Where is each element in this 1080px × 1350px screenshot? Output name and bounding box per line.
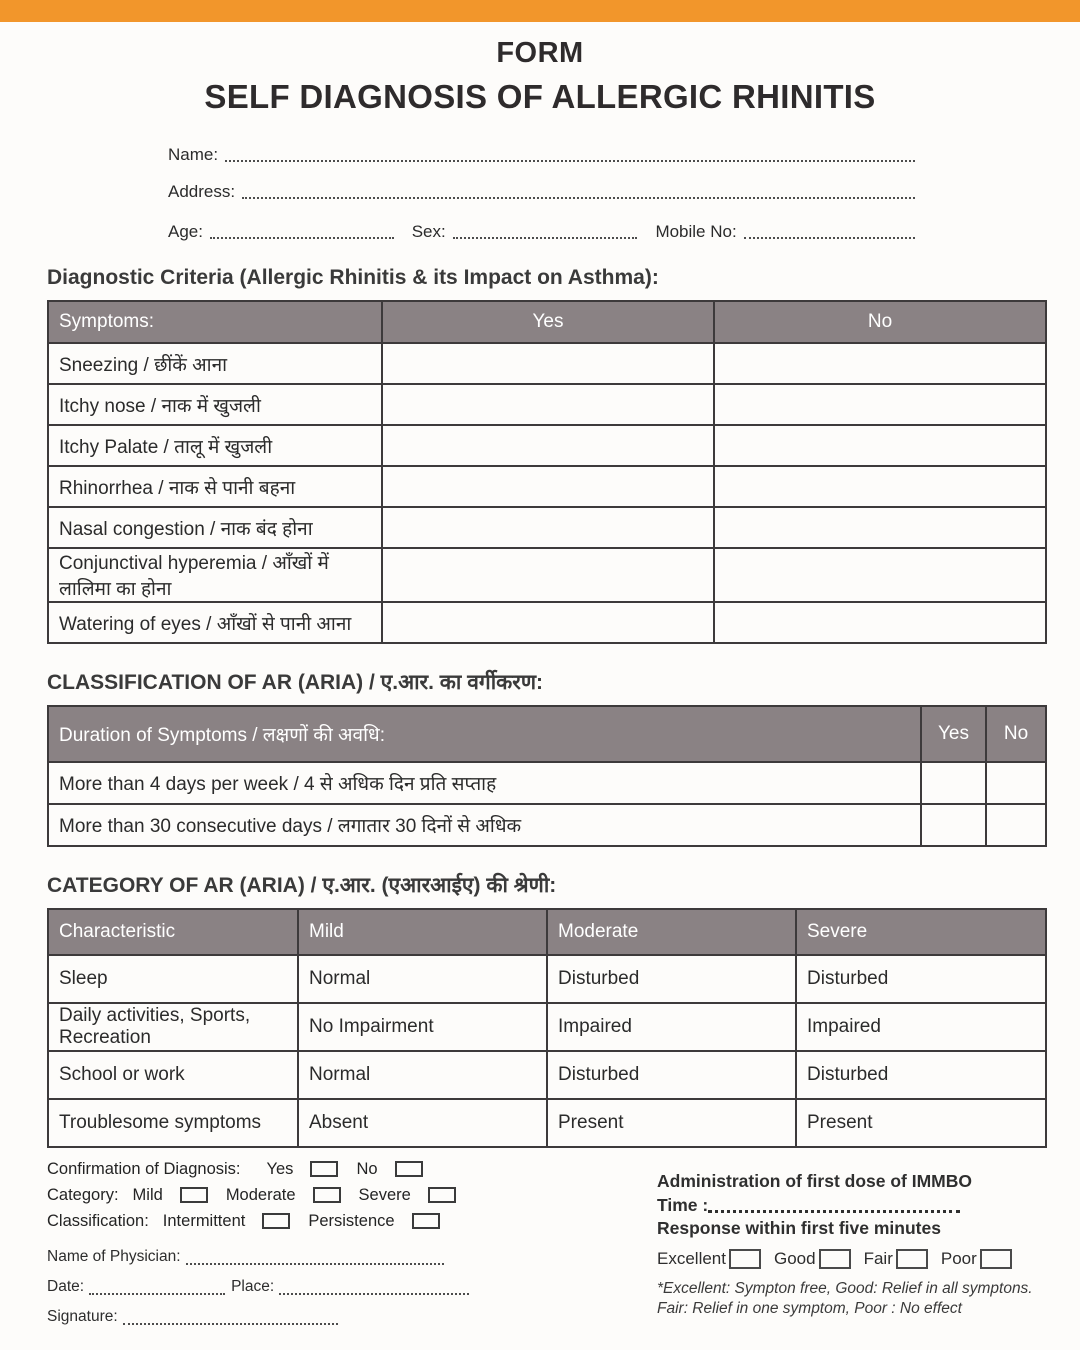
classification-persistence-checkbox[interactable] [412, 1213, 440, 1229]
symptom-label: Watering of eyes / आँखों से पानी आना [48, 602, 382, 643]
duration-row [48, 762, 1046, 804]
symptom-label: Sneezing / छींकें आना [48, 343, 382, 384]
table-header-row [48, 909, 1046, 955]
column-header-characteristic: Characteristic [48, 909, 298, 955]
category-label: Category: [47, 1186, 119, 1205]
no-cell[interactable] [714, 343, 1046, 384]
table-header-row [48, 706, 1046, 762]
symptom-label: Itchy nose / नाक में खुजली [48, 384, 382, 425]
column-header-no: No [986, 706, 1046, 762]
characteristic-cell: School or work [48, 1051, 298, 1099]
classification-line [47, 1212, 622, 1230]
place-input[interactable] [279, 1293, 469, 1295]
yes-cell[interactable] [382, 548, 714, 602]
symptom-row [48, 466, 1046, 507]
confirmation-no-label: No [356, 1160, 378, 1179]
form-title: FORM [496, 37, 584, 69]
symptom-label: Rhinorrhea / नाक से पानी बहना [48, 466, 382, 507]
classification-persistence-label: Persistence [308, 1212, 395, 1231]
top-accent-bar [0, 0, 1080, 22]
column-header-duration: Duration of Symptoms / लक्षणों की अवधि: [48, 706, 921, 762]
column-header-symptoms: Symptoms: [48, 301, 382, 343]
signature-input[interactable] [123, 1323, 338, 1325]
immbo-block [622, 1160, 1045, 1336]
diagnostic-criteria-table [47, 300, 1047, 644]
severe-cell: Disturbed [796, 1051, 1046, 1099]
category-line [47, 1186, 622, 1204]
category-row [48, 955, 1046, 1003]
confirmation-no-checkbox[interactable] [395, 1161, 423, 1177]
severe-cell: Present [796, 1099, 1046, 1147]
confirmation-yes-checkbox[interactable] [310, 1161, 338, 1177]
no-cell[interactable] [714, 507, 1046, 548]
date-label: Date: [47, 1278, 85, 1296]
immbo-administration-heading: Administration of first dose of IMMBO [657, 1171, 972, 1192]
no-cell[interactable] [986, 804, 1046, 846]
symptom-row [48, 425, 1046, 466]
yes-cell[interactable] [382, 507, 714, 548]
symptom-row [48, 548, 1046, 602]
mild-cell: Normal [298, 955, 547, 1003]
rating-good-checkbox[interactable] [819, 1249, 851, 1269]
age-input[interactable] [210, 237, 394, 239]
symptom-row [48, 384, 1046, 425]
response-ratings-row [657, 1249, 1045, 1269]
confirmation-of-diagnosis-label: Confirmation of Diagnosis: [47, 1160, 241, 1179]
sex-label: Sex: [411, 222, 446, 242]
classification-heading: CLASSIFICATION OF AR (ARIA) / ए.आर. का वर्गीकरण: [47, 671, 544, 695]
column-header-no: No [714, 301, 1046, 343]
symptom-row [48, 343, 1046, 384]
category-mild-label: Mild [132, 1186, 163, 1205]
confirmation-yes-label: Yes [266, 1160, 294, 1179]
no-cell[interactable] [714, 602, 1046, 643]
name-label: Name: [168, 145, 219, 165]
category-table [47, 908, 1047, 1148]
classification-intermittent-checkbox[interactable] [262, 1213, 290, 1229]
characteristic-cell: Sleep [48, 955, 298, 1003]
symptom-label: Itchy Palate / तालू में खुजली [48, 425, 382, 466]
sex-input[interactable] [453, 237, 638, 239]
category-severe-label: Severe [358, 1186, 411, 1205]
category-row [48, 1099, 1046, 1147]
column-header-moderate: Moderate [547, 909, 796, 955]
ratings-footnote [657, 1279, 1045, 1319]
duration-label: More than 30 consecutive days / लगातार 30 दिनों से अधिक [48, 804, 921, 846]
rating-fair-checkbox[interactable] [896, 1249, 928, 1269]
yes-cell[interactable] [921, 804, 986, 846]
patient-info-section [168, 144, 915, 243]
duration-row [48, 804, 1046, 846]
column-header-yes: Yes [921, 706, 986, 762]
immbo-time-label: Time : [657, 1194, 709, 1215]
category-row [48, 1003, 1046, 1051]
footnote-line-1: *Excellent: Sympton free, Good: Relief in all symptons. [657, 1279, 1033, 1297]
characteristic-cell: Daily activities, Sports, Recreation [48, 1003, 298, 1051]
symptom-label: Conjunctival hyperemia / आँखों में लालिमा का होना [48, 548, 382, 602]
diagnosis-confirmation-block [47, 1160, 622, 1336]
title-block [0, 22, 1080, 116]
mobile-label: Mobile No: [655, 222, 737, 242]
immbo-time-line [657, 1194, 1045, 1218]
category-heading: CATEGORY OF AR (ARIA) / ए.आर. (एआरआईए) की श्रेणी: [47, 874, 557, 898]
footnote-line-2: Fair: Relief in one symptom, Poor : No effect [657, 1299, 962, 1317]
no-cell[interactable] [714, 466, 1046, 507]
duration-label: More than 4 days per week / 4 से अधिक दिन प्रति सप्ताह [48, 762, 921, 804]
mild-cell: Normal [298, 1051, 547, 1099]
mobile-input[interactable] [744, 237, 915, 239]
confirmation-line [47, 1160, 622, 1178]
severe-cell: Impaired [796, 1003, 1046, 1051]
physician-name-label: Name of Physician: [47, 1248, 181, 1266]
yes-cell[interactable] [382, 384, 714, 425]
mild-cell: No Impairment [298, 1003, 547, 1051]
moderate-cell: Present [547, 1099, 796, 1147]
immbo-time-input[interactable] [708, 1210, 960, 1213]
column-header-mild: Mild [298, 909, 547, 955]
yes-cell[interactable] [382, 343, 714, 384]
physician-name-input[interactable] [186, 1263, 444, 1265]
no-cell[interactable] [714, 384, 1046, 425]
column-header-yes: Yes [382, 301, 714, 343]
rating-excellent-label: Excellent [657, 1248, 726, 1268]
immbo-response-heading: Response within first five minutes [657, 1218, 941, 1239]
mild-cell: Absent [298, 1099, 547, 1147]
category-moderate-label: Moderate [225, 1186, 296, 1205]
classification-table [47, 705, 1047, 847]
symptom-row [48, 507, 1046, 548]
diagnostic-criteria-heading: Diagnostic Criteria (Allergic Rhinitis & its Impact on Asthma): [47, 266, 659, 290]
form-subtitle: SELF DIAGNOSIS OF ALLERGIC RHINITIS [204, 77, 876, 115]
signature-label: Signature: [47, 1308, 118, 1326]
place-label: Place: [231, 1278, 275, 1296]
yes-cell[interactable] [382, 425, 714, 466]
moderate-cell: Disturbed [547, 1051, 796, 1099]
rating-good-label: Good [773, 1248, 816, 1268]
classification-label: Classification: [47, 1212, 149, 1231]
no-cell[interactable] [714, 548, 1046, 602]
no-cell[interactable] [986, 762, 1046, 804]
rating-poor-checkbox[interactable] [980, 1249, 1012, 1269]
moderate-cell: Impaired [547, 1003, 796, 1051]
yes-cell[interactable] [921, 762, 986, 804]
symptom-row [48, 602, 1046, 643]
symptom-label: Nasal congestion / नाक बंद होना [48, 507, 382, 548]
footer-section [47, 1160, 1045, 1336]
category-moderate-checkbox[interactable] [313, 1187, 341, 1203]
age-label: Age: [168, 222, 203, 242]
category-mild-checkbox[interactable] [180, 1187, 208, 1203]
table-header-row [48, 301, 1046, 343]
yes-cell[interactable] [382, 602, 714, 643]
severe-cell: Disturbed [796, 955, 1046, 1003]
address-label: Address: [168, 182, 236, 202]
address-input[interactable] [242, 197, 915, 199]
moderate-cell: Disturbed [547, 955, 796, 1003]
no-cell[interactable] [714, 425, 1046, 466]
category-severe-checkbox[interactable] [428, 1187, 456, 1203]
yes-cell[interactable] [382, 466, 714, 507]
category-row [48, 1051, 1046, 1099]
rating-poor-label: Poor [940, 1248, 977, 1268]
rating-excellent-checkbox[interactable] [729, 1249, 761, 1269]
name-input[interactable] [225, 160, 915, 162]
physician-block [47, 1246, 622, 1328]
date-input[interactable] [89, 1293, 225, 1295]
rating-fair-label: Fair [863, 1248, 893, 1268]
classification-intermittent-label: Intermittent [162, 1212, 246, 1231]
characteristic-cell: Troublesome symptoms [48, 1099, 298, 1147]
column-header-severe: Severe [796, 909, 1046, 955]
